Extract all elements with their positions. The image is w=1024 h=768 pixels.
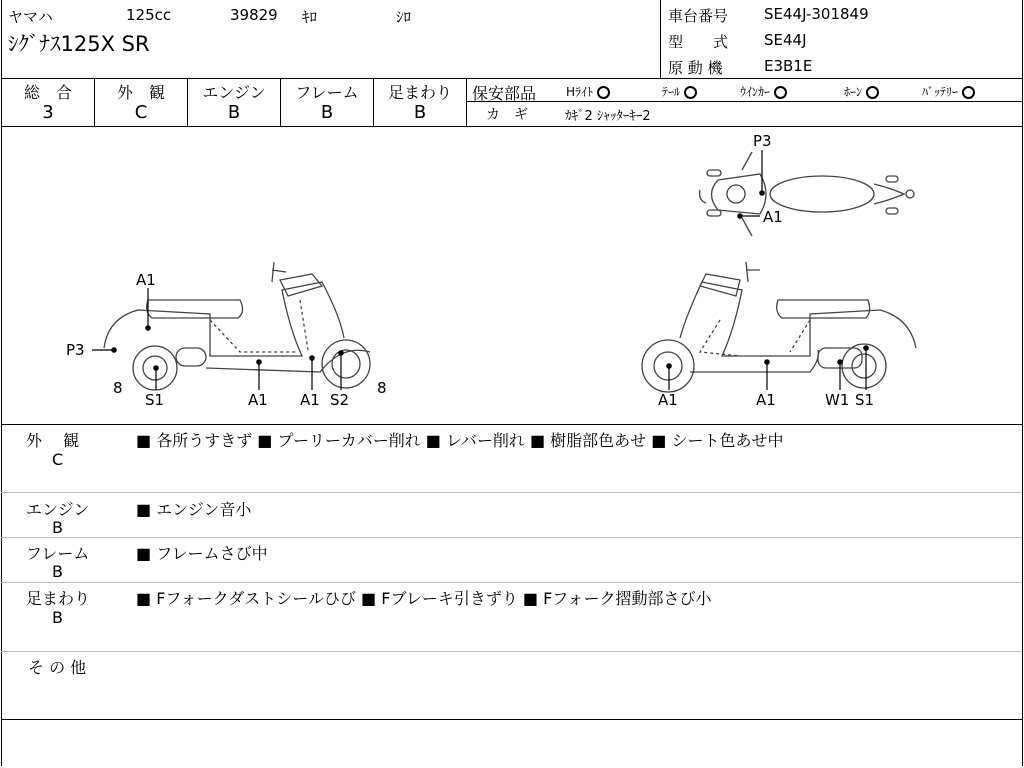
safety-taillight: ﾃｰﾙ xyxy=(662,83,697,100)
grade-engine-label: エンジン xyxy=(202,83,266,102)
header-displacement: 125cc xyxy=(126,6,172,24)
note-frame-label: フレーム xyxy=(26,544,90,563)
note-suspension-text: ■ Fフォークダストシールひび ■ Fブレーキ引きずり ■ Fフォーク摺動部さび小 xyxy=(136,589,712,608)
safety-battery: ﾊﾞｯﾃﾘｰ xyxy=(922,83,975,100)
note-suspension-grade: B xyxy=(52,608,63,627)
right-8-label: 8 xyxy=(377,379,387,397)
left-a1-label: A1 xyxy=(248,391,268,409)
grade-overall-label: 総 合 xyxy=(23,83,72,102)
rv-s1-label: S1 xyxy=(855,391,875,409)
left-8-label: 8 xyxy=(113,379,123,397)
safety-horn: ﾎｰﾝ xyxy=(844,83,879,100)
rv-a1b-label: A1 xyxy=(756,391,776,409)
note-other-label: そ の 他 xyxy=(28,658,87,677)
top-view-scooter xyxy=(700,152,914,236)
note-exterior-grade: C xyxy=(52,450,64,469)
engine-value: E3B1E xyxy=(764,57,813,75)
left-s2-label: S2 xyxy=(330,391,350,409)
grade-exterior-value: C xyxy=(134,102,148,123)
header-mileage: 39829 xyxy=(230,6,278,24)
left-a1-top-label: A1 xyxy=(136,271,156,289)
left-a1b-label: A1 xyxy=(300,391,320,409)
note-engine-label: エンジン xyxy=(26,500,90,519)
note-suspension-label: 足まわり xyxy=(26,589,91,608)
top-a1-label: A1 xyxy=(763,208,783,226)
grade-suspension-label: 足まわり xyxy=(387,83,452,102)
note-exterior-label: 外 観 xyxy=(26,431,80,450)
headlight-ok-mark xyxy=(597,86,610,99)
rv-a1-label: A1 xyxy=(658,391,678,409)
frame-no-label: 車台番号 xyxy=(668,7,729,25)
grade-suspension-value: B xyxy=(413,102,427,123)
frame-no-value: SE44J-301849 xyxy=(764,5,869,23)
model-name: ｼｸﾞﾅｽ125X SR xyxy=(8,32,150,56)
note-frame-text: ■ フレームさび中 xyxy=(136,544,268,563)
note-frame-grade: B xyxy=(52,562,63,581)
key-value: ｶｷﾞ2 ｼｬｯﾀｰｷｰ2 xyxy=(565,109,651,124)
grade-exterior-label: 外 観 xyxy=(116,83,165,102)
safety-headlight: Hﾗｲﾄ xyxy=(566,83,610,100)
winker-ok-mark xyxy=(774,86,787,99)
grade-frame-label: フレーム xyxy=(295,83,359,102)
note-engine-grade: B xyxy=(52,518,63,537)
horn-ok-mark xyxy=(866,86,879,99)
type-label: 型 式 xyxy=(668,33,729,51)
grade-overall-value: 3 xyxy=(42,102,54,123)
header-maker: ヤマハ xyxy=(8,8,53,26)
safety-label: 保安部品 xyxy=(472,84,537,103)
type-value: SE44J xyxy=(764,31,807,49)
right-side-scooter xyxy=(642,262,916,392)
grade-frame-value: B xyxy=(320,102,334,123)
grade-engine-value: B xyxy=(227,102,241,123)
taillight-ok-mark xyxy=(684,86,697,99)
damage-diagram xyxy=(0,126,1024,424)
top-p3-label: P3 xyxy=(753,132,772,150)
header-color: ｼﾛ xyxy=(396,8,412,26)
rv-w1-label: W1 xyxy=(825,391,850,409)
key-label: カ ギ xyxy=(486,107,528,123)
left-s1-label: S1 xyxy=(145,391,165,409)
safety-winker: ｳｲﾝｶｰ xyxy=(740,83,787,100)
note-engine-text: ■ エンジン音小 xyxy=(136,500,252,519)
engine-label: 原 動 機 xyxy=(668,59,723,77)
header-mileage-unit: ｷﾛ xyxy=(302,8,318,26)
left-p3-label: P3 xyxy=(66,341,85,359)
note-exterior-text: ■ 各所うすきず ■ プーリーカバー削れ ■ レバー削れ ■ 樹脂部色あせ ■ シート色あせ中 xyxy=(136,431,784,450)
battery-ok-mark xyxy=(962,86,975,99)
